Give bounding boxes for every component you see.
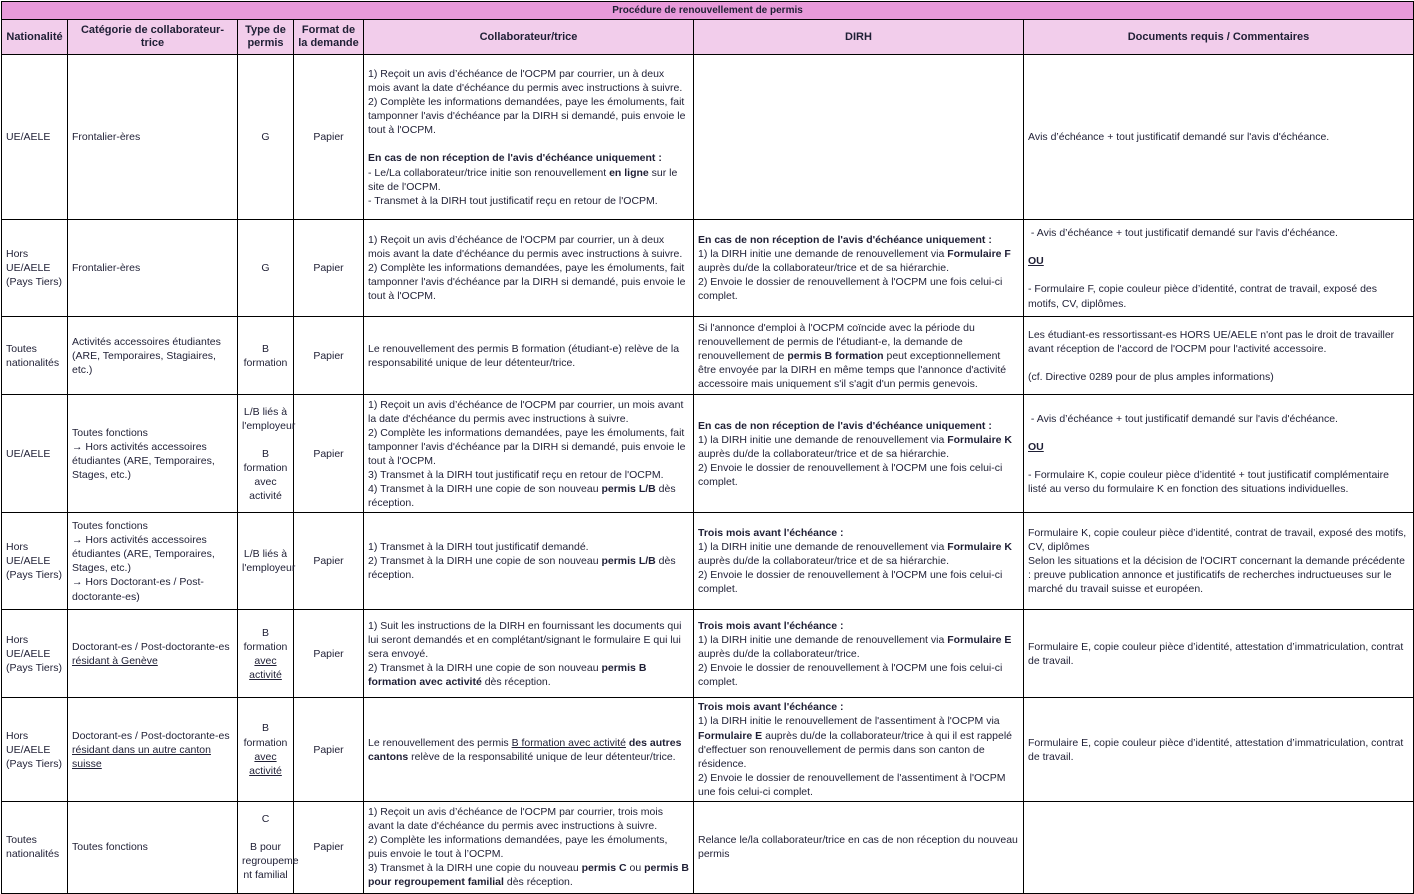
cell-collaborateur: 1) Reçoit un avis d’échéance de l'OCPM par courrier, trois mois avant la date d'échéance du permis avec instructions à suivre. 2) Complète les informations demandées, paye les émoluments, puis envoie le tout à l’OCPM. 3) Transmet à la DIRH une copie du nouveau permis C ou permis B pour regroupement familial dès réception. — [364, 801, 694, 893]
cell-type-permis: G — [238, 220, 294, 317]
cell-format: Papier — [294, 220, 364, 317]
cell-dirh: En cas de non réception de l'avis d'échéance uniquement : 1) la DIRH initie une demande de renouvellement via Formulaire F auprès du/de la collaborateur/trice et de sa hiérarchie. 2) Envoie le dossier de renouvellement à l'OCPM une fois celui-ci complet. — [694, 220, 1024, 317]
cell-type-permis: G — [238, 55, 294, 220]
cell-documents: Formulaire E, copie couleur pièce d’identité, attestation d’immatriculation, contrat de travail. — [1024, 698, 1414, 801]
cell-format: Papier — [294, 698, 364, 801]
column-header-dirh: DIRH — [694, 20, 1024, 55]
cell-collaborateur: 1) Reçoit un avis d’échéance de l'OCPM par courrier, un mois avant la date d'échéance du permis avec instructions à suivre. 2) Complète les informations demandées, paye les émoluments, fait tamponner l'avis d'échéance par la DIRH si demandé, puis envoie le tout à l'OCPM. 3) Transmet à la DIRH tout justificatif reçu en retour de l'OCPM. 4) Transmet à la DIRH une copie de son nouveau permis L/B dès réception. — [364, 395, 694, 513]
cell-categorie: Frontalier-ères — [68, 55, 238, 220]
column-header-documents: Documents requis / Commentaires — [1024, 20, 1414, 55]
cell-nationalite: Hors UE/AELE (Pays Tiers) — [2, 220, 68, 317]
cell-format: Papier — [294, 55, 364, 220]
cell-documents: Avis d’échéance + tout justificatif demandé sur l'avis d'échéance. — [1024, 55, 1414, 220]
table-row — [2, 698, 1414, 801]
cell-documents: Formulaire E, copie couleur pièce d’identité, attestation d’immatriculation, contrat de travail. — [1024, 610, 1414, 698]
cell-format: Papier — [294, 317, 364, 395]
cell-nationalite: Toutes nationalités — [2, 317, 68, 395]
cell-dirh: Trois mois avant l'échéance : 1) la DIRH initie une demande de renouvellement via Formulaire K auprès du/de la collaborateur/trice et de sa hiérarchie. 2) Envoie le dossier de renouvellement à l'OCPM une fois celui-ci complet. — [694, 513, 1024, 610]
column-header-categorie: Catégorie de collaborateur-trice — [68, 20, 238, 55]
table-row — [2, 513, 1414, 610]
cell-categorie: Toutes fonctions — [68, 801, 238, 893]
cell-type-permis: B formation avec activité — [238, 610, 294, 698]
table-body — [2, 2, 1414, 55]
cell-dirh — [694, 55, 1024, 220]
cell-nationalite: UE/AELE — [2, 55, 68, 220]
cell-nationalite: Hors UE/AELE (Pays Tiers) — [2, 610, 68, 698]
cell-categorie: Doctorant-es / Post-doctorante-es résidant dans un autre canton suisse — [68, 698, 238, 801]
cell-type-permis: B formation — [238, 317, 294, 395]
cell-type-permis: L/B liés à l'employeur — [238, 513, 294, 610]
cell-dirh: Si l'annonce d'emploi à l'OCPM coïncide avec la période du renouvellement de permis de l'étudiant-e, la demande de renouvellement de permis B formation peut exceptionnellement être envoyée par la DIRH en même temps que l'annonce d'activité accessoire mais uniquement s'il s'agit d'un permis genevois. — [694, 317, 1024, 395]
cell-categorie: Toutes fonctions → Hors activités accessoires étudiantes (ARE, Temporaires, Stages, etc.) — [68, 395, 238, 513]
table-row — [2, 801, 1414, 893]
cell-type-permis: L/B liés à l'employeur B formation avec activité — [238, 395, 294, 513]
cell-categorie: Frontalier-ères — [68, 220, 238, 317]
cell-nationalite: Hors UE/AELE (Pays Tiers) — [2, 513, 68, 610]
cell-collaborateur: 1) Suit les instructions de la DIRH en fournissant les documents qui lui seront demandés et en complétant/signant le formulaire E qui lui sera envoyé. 2) Transmet à la DIRH une copie de son nouveau permis B formation avec activité dès réception. — [364, 610, 694, 698]
cell-nationalite: UE/AELE — [2, 395, 68, 513]
cell-nationalite: Toutes nationalités — [2, 801, 68, 893]
column-header-nationalite: Nationalité — [2, 20, 68, 55]
cell-type-permis: B formation avec activité — [238, 698, 294, 801]
table-row — [2, 610, 1414, 698]
cell-documents — [1024, 801, 1414, 893]
column-header-format: Format de la demande — [294, 20, 364, 55]
cell-categorie: Toutes fonctions → Hors activités accessoires étudiantes (ARE, Temporaires, Stages, etc.) → Hors Doctorant-es / Post-doctorante-es) — [68, 513, 238, 610]
column-header-collaborateur: Collaborateur/trice — [364, 20, 694, 55]
cell-documents: - Avis d’échéance + tout justificatif demandé sur l'avis d'échéance. OU - Formulaire F, copie couleur pièce d’identité, contrat de travail, exposé des motifs, CV, diplômes. — [1024, 220, 1414, 317]
table-row — [2, 55, 1414, 220]
cell-categorie: Activités accessoires étudiantes (ARE, Temporaires, Stagiaires, etc.) — [68, 317, 238, 395]
cell-format: Papier — [294, 610, 364, 698]
cell-format: Papier — [294, 513, 364, 610]
cell-dirh: En cas de non réception de l'avis d'échéance uniquement : 1) la DIRH initie une demande de renouvellement via Formulaire K auprès du/de la collaborateur/trice et de sa hiérarchie. 2) Envoie le dossier de renouvellement à l'OCPM une fois celui-ci complet. — [694, 395, 1024, 513]
procedure-table — [1, 1, 1414, 894]
cell-collaborateur: 1) Reçoit un avis d’échéance de l'OCPM par courrier, un à deux mois avant la date d'échéance du permis avec instructions à suivre. 2) Complète les informations demandées, paye les émoluments, fait tamponner l'avis d'échéance par la DIRH si demandé, puis envoie le tout à l'OCPM. — [364, 220, 694, 317]
cell-collaborateur: Le renouvellement des permis B formation (étudiant-e) relève de la responsabilité unique de leur détenteur/trice. — [364, 317, 694, 395]
cell-documents: Formulaire K, copie couleur pièce d’identité, contrat de travail, exposé des motifs, CV, diplômes Selon les situations et la décision de l'OCIRT concernant la demande précédente : preuve publication annonce et justificatifs de recherches indructueuses sur le marché du travail suisse et européen. — [1024, 513, 1414, 610]
cell-format: Papier — [294, 801, 364, 893]
cell-collaborateur: Le renouvellement des permis B formation avec activité des autres cantons relève de la responsabilité unique de leur détenteur/trice. — [364, 698, 694, 801]
cell-categorie: Doctorant-es / Post-doctorante-es résidant à Genève — [68, 610, 238, 698]
cell-type-permis: C B pour regroupeme nt familial — [238, 801, 294, 893]
cell-dirh: Trois mois avant l'échéance : 1) la DIRH initie le renouvellement de l'assentiment à l'OCPM via Formulaire E auprès du/de la collaborateur/trice à qui il est rappelé d'effectuer son renouvellement de permis dans son canton de résidence. 2) Envoie le dossier de renouvellement de l'assentiment à l'OCPM une fois celui-ci complet. — [694, 698, 1024, 801]
document-title: Procédure de renouvellement de permis — [2, 2, 1414, 20]
cell-collaborateur: 1) Reçoit un avis d’échéance de l'OCPM par courrier, un à deux mois avant la date d'échéance du permis avec instructions à suivre. 2) Complète les informations demandées, paye les émoluments, fait tamponner l'avis d'échéance par la DIRH si demandé, puis envoie le tout à l'OCPM. En cas de non réception de l'avis d'échéance uniquement : - Le/La collaborateur/trice initie son renouvellement en ligne sur le site de l'OCPM. - Transmet à la DIRH tout justificatif reçu en retour de l'OCPM. — [364, 55, 694, 220]
cell-collaborateur: 1) Transmet à la DIRH tout justificatif demandé. 2) Transmet à la DIRH une copie de son nouveau permis L/B dès réception. — [364, 513, 694, 610]
cell-documents: - Avis d’échéance + tout justificatif demandé sur l'avis d'échéance. OU - Formulaire K, copie couleur pièce d’identité + tout justificatif complémentaire listé au verso du formulaire K en fonction des situations individuelles. — [1024, 395, 1414, 513]
table-row — [2, 317, 1414, 395]
cell-format: Papier — [294, 395, 364, 513]
cell-nationalite: Hors UE/AELE (Pays Tiers) — [2, 698, 68, 801]
cell-documents: Les étudiant-es ressortissant-es HORS UE/AELE n'ont pas le droit de travailler avant réception de l'accord de l'OCPM pour l'activité accessoire. (cf. Directive 0289 pour de plus amples informations) — [1024, 317, 1414, 395]
column-header-type-permis: Type de permis — [238, 20, 294, 55]
table-title-row — [2, 2, 1414, 20]
table-row — [2, 395, 1414, 513]
table-header-row — [2, 20, 1414, 55]
cell-dirh: Trois mois avant l'échéance : 1) la DIRH initie une demande de renouvellement via Formulaire E auprès du/de la collaborateur/trice. 2) Envoie le dossier de renouvellement à l'OCPM une fois celui-ci complet. — [694, 610, 1024, 698]
table-row — [2, 220, 1414, 317]
cell-dirh: Relance le/la collaborateur/trice en cas de non réception du nouveau permis — [694, 801, 1024, 893]
